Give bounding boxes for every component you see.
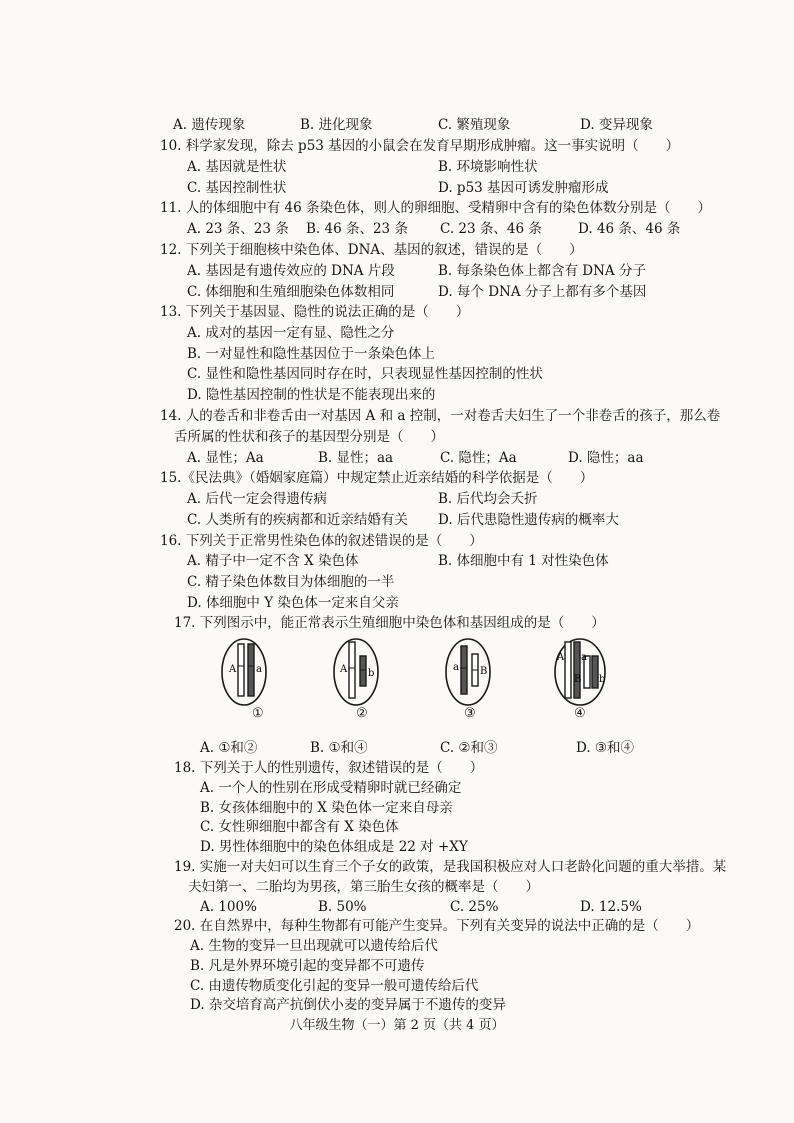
q20-option-d: D. 杂交培育高产抗倒伏小麦的变异属于不遗传的变异 <box>190 997 506 1013</box>
q11-option-b: B. 46 条、23 条 <box>306 221 408 237</box>
q12-stem: 12. 下列关于细胞核中染色体、DNA、基因的叙述，错误的是（ ） <box>160 242 583 258</box>
q9-option-c: C. 繁殖现象 <box>438 117 511 133</box>
q18-option-a: A. 一个人的性别在形成受精卵时就已经确定 <box>200 780 462 796</box>
chromosome <box>592 656 598 688</box>
q16-option-c: C. 精子染色体数目为体细胞的一半 <box>187 574 395 590</box>
q13-option-b: B. 一对显性和隐性基因位于一条染色体上 <box>187 346 436 362</box>
q10-option-c: C. 基因控制性状 <box>187 180 287 196</box>
diagram-caption-2: ② <box>356 706 368 721</box>
cell-diagrams <box>220 636 610 708</box>
q19-option-a: A. 100% <box>200 899 257 915</box>
q14-option-c: C. 隐性；Aa <box>440 450 517 466</box>
gene-label: a <box>453 662 459 673</box>
q9-option-b: B. 进化现象 <box>300 117 373 133</box>
q20-option-b: B. 凡是外界环境引起的变异都不可遗传 <box>190 958 425 974</box>
q12-option-d: D. 每个 DNA 分子上都有多个基因 <box>438 284 647 300</box>
diagram-caption-1: ① <box>252 706 264 721</box>
q15-option-a: A. 后代一定会得遗传病 <box>187 491 327 507</box>
q12-option-b: B. 每条染色体上都含有 DNA 分子 <box>438 263 646 279</box>
chromosome <box>238 644 244 696</box>
gene-label: B <box>574 674 582 685</box>
q19-stem-line1: 19. 实施一对夫妇可以生育三个子女的政策，是我国积极应对人口老龄化问题的重大举措。某 <box>174 859 727 875</box>
chromosome <box>461 646 467 694</box>
gene-label: b <box>368 668 375 679</box>
q10-stem: 10. 科学家发现，除去 p53 基因的小鼠会在发育早期形成肿瘤。这一事实说明（ ） <box>160 138 680 154</box>
q19-option-c: C. 25% <box>450 899 499 915</box>
cell-2 <box>334 639 378 705</box>
q13-stem: 13. 下列关于基因显、隐性的说法正确的是（ ） <box>160 304 470 320</box>
chromosome <box>565 642 571 698</box>
q15-option-d: D. 后代患隐性遗传病的概率大 <box>438 512 619 528</box>
q15-option-b: B. 后代均会夭折 <box>438 491 538 507</box>
q11-option-c: C. 23 条、46 条 <box>440 221 542 237</box>
chromosome <box>349 642 355 698</box>
q14-option-b: B. 显性；aa <box>318 450 394 466</box>
diagram-caption-4: ④ <box>574 706 586 721</box>
q17-option-b: B. ①和④ <box>310 740 368 756</box>
q16-stem: 16. 下列关于正常男性染色体的叙述错误的是（ ） <box>160 533 483 549</box>
q10-option-a: A. 基因就是性状 <box>187 159 287 175</box>
q17-stem: 17. 下列图示中，能正常表示生殖细胞中染色体和基因组成的是（ ） <box>174 615 605 631</box>
cell-1 <box>222 639 266 705</box>
q16-option-d: D. 体细胞中 Y 染色体一定来自父亲 <box>187 595 399 611</box>
q13-option-a: A. 成对的基因一定有显、隐性之分 <box>187 325 395 341</box>
q18-stem: 18. 下列关于人的性别遗传，叙述错误的是（ ） <box>174 760 484 776</box>
gene-label: B <box>480 666 488 677</box>
q14-option-d: D. 隐性；aa <box>568 450 644 466</box>
q13-option-d: D. 隐性基因控制的性状是不能表现出来的 <box>187 387 436 403</box>
q16-option-b: B. 体细胞中有 1 对性染色体 <box>438 553 609 569</box>
q10-option-d: D. p53 基因可诱发肿瘤形成 <box>438 180 609 196</box>
q18-option-b: B. 女孩体细胞中的 X 染色体一定来自母亲 <box>200 800 453 816</box>
q10-option-b: B. 环境影响性状 <box>438 159 538 175</box>
q17-option-d: D. ③和④ <box>576 740 635 756</box>
q9-option-a: A. 遗传现象 <box>173 117 246 133</box>
q20-stem: 20. 在自然界中，每种生物都有可能产生变异。下列有关变异的说法中正确的是（ ） <box>174 918 700 934</box>
page-footer: 八年级生物（一）第 2 页（共 4 页） <box>289 1018 505 1033</box>
q20-option-a: A. 生物的变异一旦出现就可以遗传给后代 <box>190 938 438 954</box>
gene-label: A <box>557 652 565 663</box>
q14-option-a: A. 显性；Aa <box>187 450 264 466</box>
cell-3 <box>446 639 490 705</box>
q15-stem: 15.《民法典》（婚姻家庭篇）中规定禁止近亲结婚的科学依据是（ ） <box>160 470 594 486</box>
q9-option-d: D. 变异现象 <box>580 117 653 133</box>
q11-stem: 11. 人的体细胞中有 46 条染色体，则人的卵细胞、受精卵中含有的染色体数分别是（ ） <box>160 200 712 216</box>
q19-option-d: D. 12.5% <box>580 899 642 915</box>
q18-option-d: D. 男性体细胞中的染色体组成是 22 对 +XY <box>200 839 468 855</box>
chromosome <box>248 644 254 696</box>
q18-option-c: C. 女性卵细胞中都含有 X 染色体 <box>200 819 399 835</box>
gene-label: A <box>229 664 237 675</box>
cell-4 <box>555 639 605 705</box>
q11-option-a: A. 23 条、23 条 <box>187 221 289 237</box>
q11-option-d: D. 46 条、46 条 <box>578 221 681 237</box>
q17-option-c: C. ②和③ <box>440 740 498 756</box>
q12-option-c: C. 体细胞和生殖细胞染色体数相同 <box>187 284 395 300</box>
q19-option-b: B. 50% <box>318 899 367 915</box>
gene-label: a <box>256 664 262 675</box>
chromosome <box>360 656 366 686</box>
diagram-caption-3: ③ <box>464 706 476 721</box>
q17-option-a: A. ①和② <box>200 740 258 756</box>
chromosome <box>574 642 580 698</box>
q16-option-a: A. 精子中一定不含 X 染色体 <box>187 553 359 569</box>
gene-label: A <box>340 664 348 675</box>
q14-stem-line1: 14. 人的卷舌和非卷舌由一对基因 A 和 a 控制，一对卷舌夫妇生了一个非卷舌的孩子，那么卷 <box>160 408 721 424</box>
q20-option-c: C. 由遗传物质变化引起的变异一般可遗传给后代 <box>190 978 479 994</box>
gene-label: b <box>599 674 606 685</box>
q13-option-c: C. 显性和隐性基因同时存在时，只表现显性基因控制的性状 <box>187 366 543 382</box>
q12-option-a: A. 基因是有遗传效应的 DNA 片段 <box>187 263 395 279</box>
q15-option-c: C. 人类所有的疾病都和近亲结婚有关 <box>187 512 408 528</box>
gene-label: a <box>581 652 587 663</box>
q14-stem-line2: 舌所属的性状和孩子的基因型分别是（ ） <box>174 429 444 445</box>
q19-stem-line2: 夫妇第一、二胎均为男孩，第三胎生女孩的概率是（ ） <box>188 879 539 895</box>
